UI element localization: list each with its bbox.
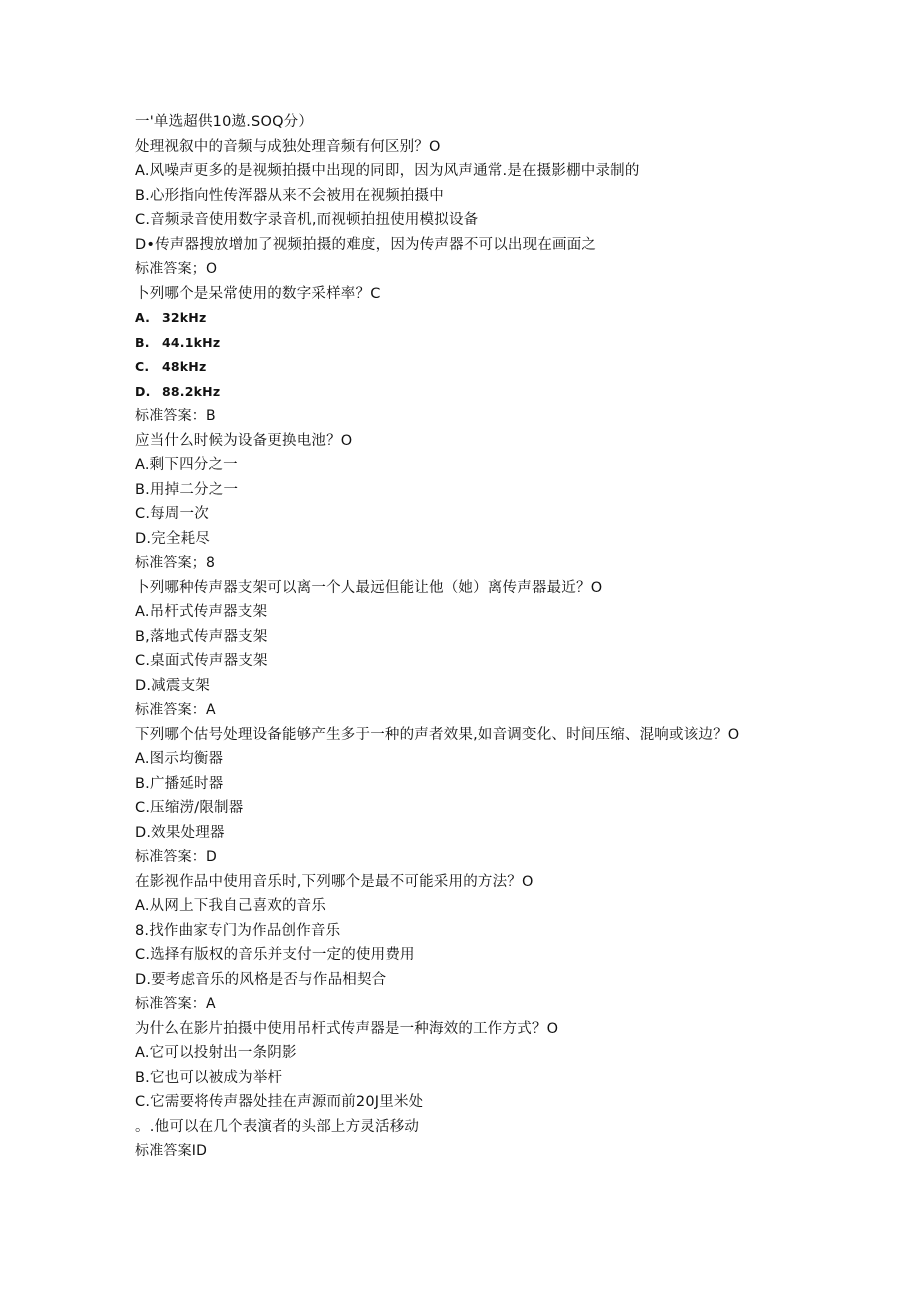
option-a bbox=[135, 306, 895, 331]
option-b bbox=[135, 331, 895, 356]
option-b: B.心形指向性传浑器从来不会被用在视频拍摄中 bbox=[135, 187, 444, 204]
option-c: C.每周一次 bbox=[135, 506, 209, 522]
standard-answer: 标准答案ID bbox=[135, 1143, 208, 1159]
option-text: 48kHz bbox=[162, 359, 207, 374]
option-a: A.图示均衡器 bbox=[135, 751, 224, 767]
standard-answer: 标准答案；O bbox=[135, 261, 218, 277]
option-letter: D. bbox=[135, 383, 151, 399]
section-heading: 一'单选超供10遨.SOQ分） bbox=[135, 114, 314, 130]
option-d: D.要考虑音乐的风格是否与作品相契合 bbox=[135, 971, 387, 988]
question-stem: 卜列哪个是呆常使用的数字采样率？C bbox=[135, 285, 381, 302]
option-d: D•传声器搜放增加了视频拍摄的难度，因为传声器不可以出现在画面之 bbox=[135, 236, 597, 253]
option-b: B.用掉二分之一 bbox=[135, 481, 239, 498]
option-text: 88.2kHz bbox=[162, 383, 221, 399]
option-c: C.压缩涝/限制器 bbox=[135, 800, 244, 816]
option-text: 32kHz bbox=[162, 310, 207, 325]
option-letter: C. bbox=[135, 359, 150, 374]
option-b: B.它也可以被成为举杆 bbox=[135, 1069, 283, 1086]
option-a: A.风噪声更多的是视频拍摄中出现的同即，因为风声通常.是在摄影棚中录制的 bbox=[135, 163, 640, 179]
option-c: C.它需要将传声器处挂在声源而前20J里米处 bbox=[135, 1094, 424, 1110]
standard-answer: 标准答案：B bbox=[135, 408, 216, 424]
standard-answer: 标准答案：D bbox=[135, 849, 217, 865]
option-d: D.效果处理器 bbox=[135, 824, 225, 841]
option-d: D.完全耗尽 bbox=[135, 530, 210, 547]
option-c: C.选择有版权的音乐并支付一定的使用费用 bbox=[135, 947, 415, 963]
question-stem: 下列哪个估号处理设备能够产生多于一种的声者效果,如音调变化、时间压缩、混响或该边？O bbox=[135, 726, 740, 743]
option-a: A.剩下四分之一 bbox=[135, 457, 238, 473]
option-c: C.桌面式传声器支架 bbox=[135, 653, 268, 669]
option-text: 44.1kHz bbox=[162, 334, 221, 350]
option-letter: B. bbox=[135, 334, 150, 350]
standard-answer: 标准答案；8 bbox=[135, 555, 216, 571]
standard-answer: 标准答案：A bbox=[135, 996, 216, 1012]
option-d bbox=[135, 380, 895, 405]
question-stem: 卜列哪种传声器支架可以离一个人最远但能让他（她）离传声器最近？O bbox=[135, 579, 603, 596]
exam-document bbox=[135, 110, 895, 1164]
option-b: 8.找作曲家专门为作品创作音乐 bbox=[135, 922, 341, 939]
option-a: A.它可以投射出一条阴影 bbox=[135, 1045, 297, 1061]
question-stem: 处理视叙中的音频与成独处理音频有何区别？O bbox=[135, 138, 441, 155]
option-c bbox=[135, 355, 895, 380]
question-stem: 应当什么时候为设备更换电池？O bbox=[135, 432, 353, 449]
option-b: B.广播延时器 bbox=[135, 775, 224, 792]
option-b: B,落地式传声器支架 bbox=[135, 628, 268, 645]
standard-answer: 标准答案：A bbox=[135, 702, 216, 718]
option-a: A.吊杆式传声器支架 bbox=[135, 604, 268, 620]
option-d: 。.他可以在几个表演者的头部上方灵活移动 bbox=[135, 1118, 420, 1135]
option-letter: A. bbox=[135, 310, 151, 325]
question-stem: 在影视作品中使用音乐时,下列哪个是最不可能采用的方法？O bbox=[135, 873, 534, 890]
question-stem: 为什么在影片拍摄中使用吊杆式传声器是一种海效的工作方式？O bbox=[135, 1020, 559, 1037]
option-d: D.减震支架 bbox=[135, 677, 210, 694]
option-c: C.音频录音使用数字录音机,而视顿拍扭使用模拟设备 bbox=[135, 212, 479, 228]
option-a: A.从网上下我自己喜欢的音乐 bbox=[135, 898, 327, 914]
